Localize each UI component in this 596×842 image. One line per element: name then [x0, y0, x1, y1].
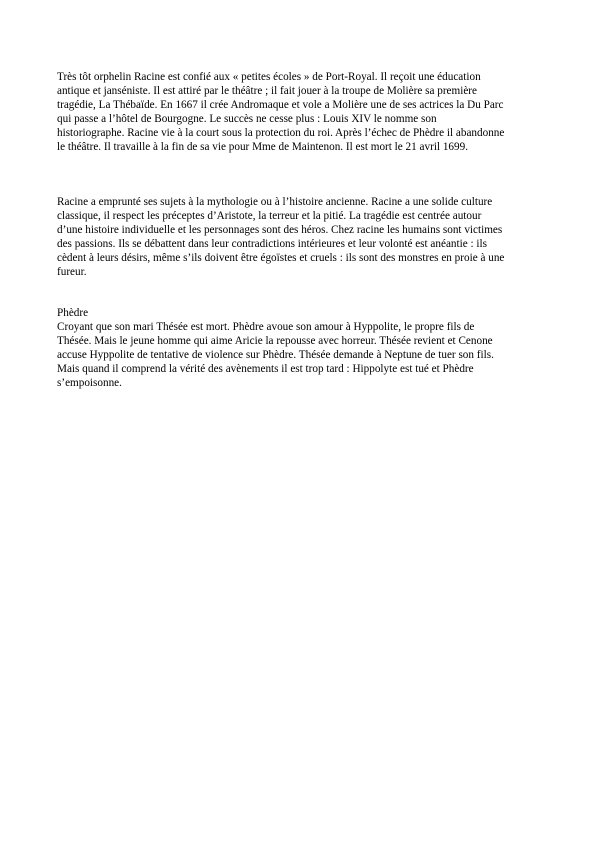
text-line: le théâtre. Il travaille à la fin de sa vie pour Mme de Maintenon. Il est mort le 21 avril 1699.: [57, 141, 469, 154]
text-line: cèdent à leurs désirs, même s’ils doivent être égoïstes et cruels : ils sont des monstres en proie à une: [57, 252, 505, 265]
text-line: antique et janséniste. Il est attiré par le théâtre ; il fait jouer à la troupe de Molière sa première: [57, 85, 477, 98]
text-line: Thésée. Mais le jeune homme qui aime Aricie la repousse avec horreur. Thésée revient et Cenone: [57, 335, 493, 348]
text-line: qui passe a l’hôtel de Bourgogne. Le succès ne cesse plus : Louis XIV le nomme son: [57, 113, 437, 126]
text-line: des passions. Ils se débattent dans leur contradictions intérieures et leur volonté est anéantie : ils: [57, 238, 487, 251]
text-line: historiographe. Racine vie à la court sous la protection du roi. Après l’échec de Phèdre il abandonne: [57, 127, 505, 140]
text-line: d’une histoire individuelle et les personnages sont des héros. Chez racine les humains sont victimes: [57, 224, 503, 237]
text-line: classique, il respect les préceptes d’Aristote, la terreur et la pitié. La tragédie est centrée autour: [57, 210, 482, 223]
text-line: accuse Hyppolite de tentative de violence sur Phèdre. Thésée demande à Neptune de tuer son fils.: [57, 349, 494, 362]
text-line: Racine a emprunté ses sujets à la mythologie ou à l’histoire ancienne. Racine a une solide culture: [57, 196, 493, 208]
text-line: Très tôt orphelin Racine est confié aux « petites écoles » de Port-Royal. Il reçoit une éducation: [57, 71, 481, 83]
section-heading: Phèdre: [57, 307, 89, 319]
text-line: s’empoisonne.: [57, 377, 122, 390]
text-line: Mais quand il comprend la vérité des avènements il est trop tard : Hippolyte est tué et Phèdre: [57, 363, 474, 376]
text-line: Croyant que son mari Thésée est mort. Phèdre avoue son amour à Hyppolite, le propre fils de: [57, 321, 475, 334]
text-line: tragédie, La Thébaïde. En 1667 il crée Andromaque et vole a Molière une de ses actrices la Du Parc: [57, 99, 504, 112]
paragraph-tragedy-style: [57, 195, 542, 280]
paragraph-biography: [57, 70, 542, 155]
text-line: fureur.: [57, 266, 87, 279]
paragraph-phedre-summary: [57, 306, 542, 391]
